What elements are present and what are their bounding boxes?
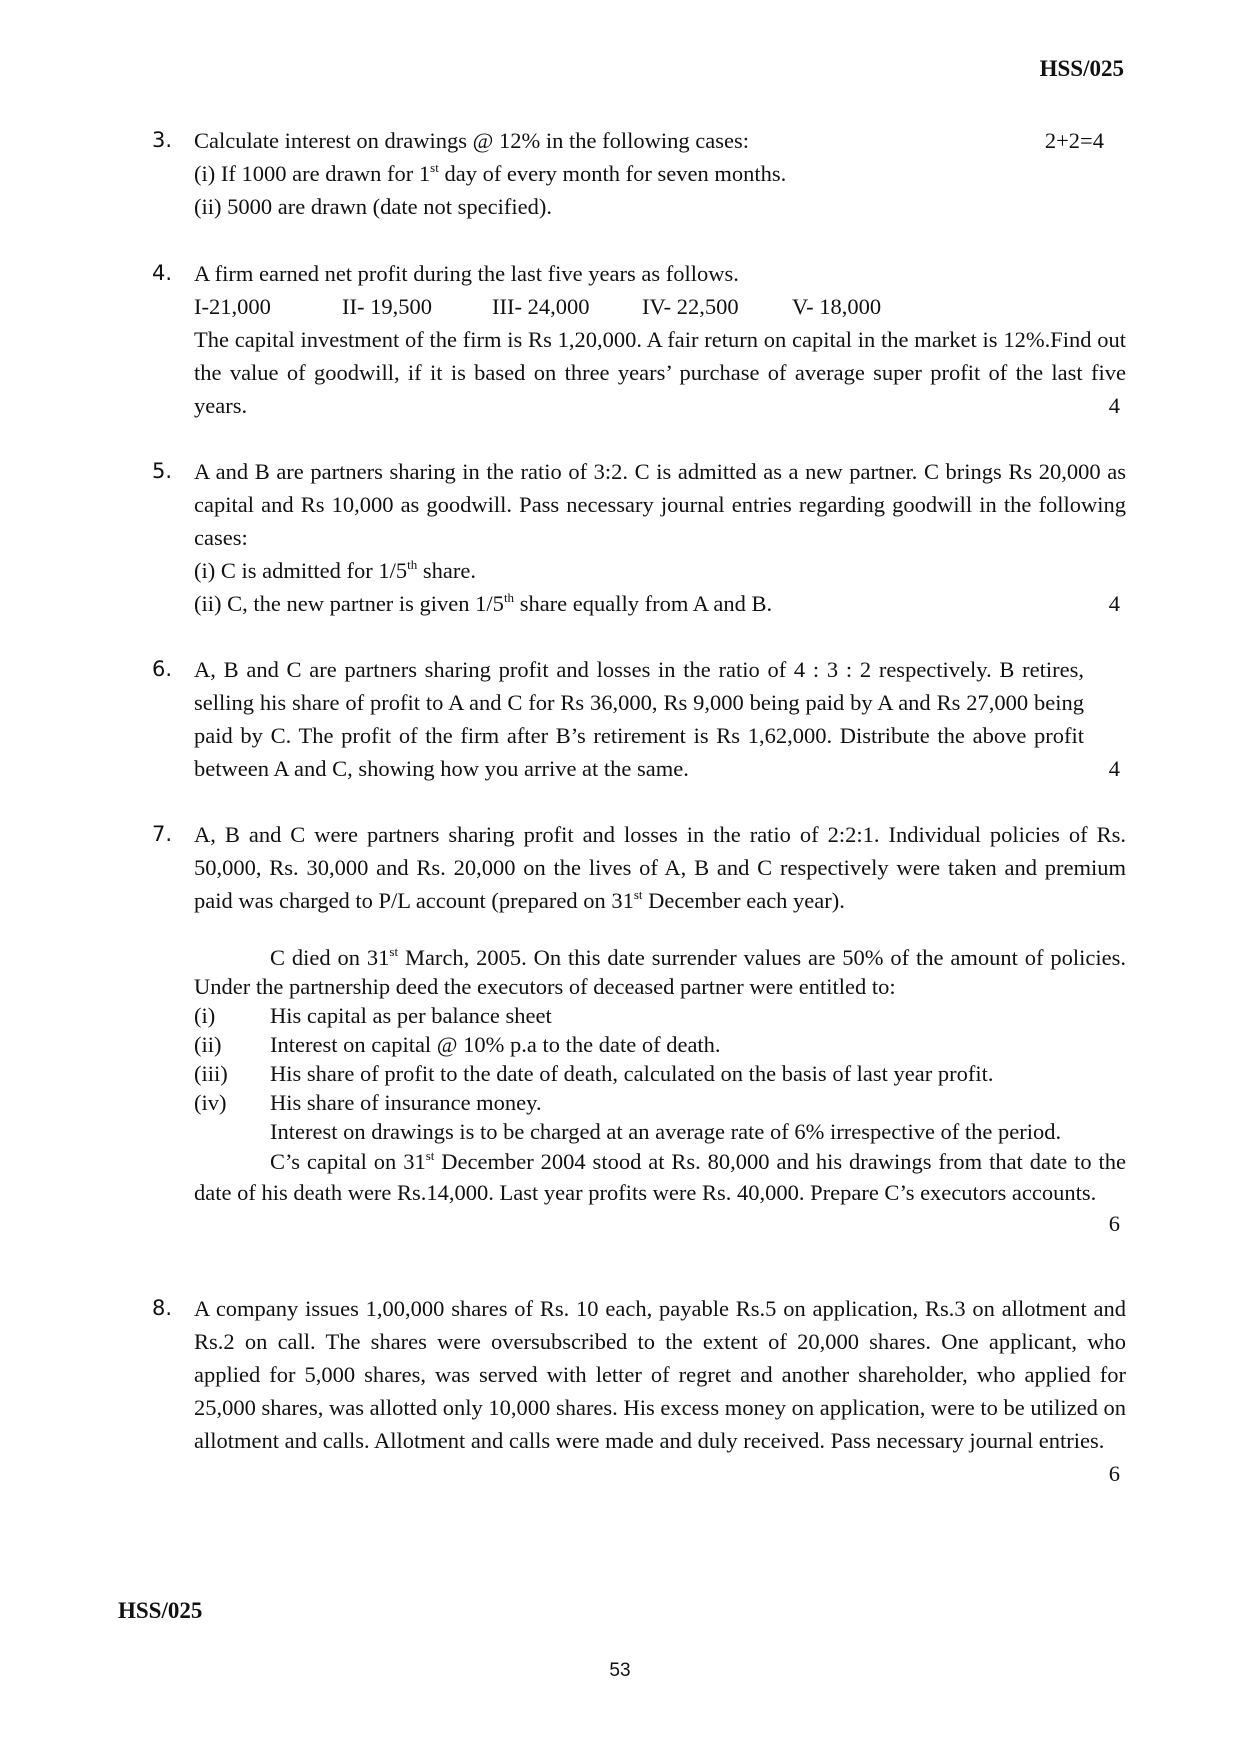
paragraph-text: C died on 31 <box>270 945 390 970</box>
question-part-ii-rest: share equally from A and B. <box>514 591 773 616</box>
question-6 <box>152 653 1132 785</box>
question-intro: A firm earned net profit during the last five years as follows. <box>194 261 739 286</box>
yearly-profits <box>194 290 1126 323</box>
superscript: st <box>633 887 643 902</box>
question-7 <box>152 818 1132 1236</box>
question-text-part: A, B and C were partners sharing profit and losses in the ratio of 2:2:1. Individual policies of Rs. 50,000, Rs. 30,000 and Rs. 20,000 on the lives of A, B and C respectively were taken and premium paid was charged to P/L account (prepared on 31 <box>194 822 1126 913</box>
list-text: His share of profit to the date of death, calculated on the basis of last year profit. <box>270 1061 994 1086</box>
footer-paper-code: HSS/025 <box>118 1598 203 1623</box>
paragraph-death <box>194 943 1126 1001</box>
question-marks: 6 <box>1108 1461 1120 1486</box>
question-3 <box>152 124 1132 223</box>
question-text <box>194 818 1126 917</box>
list-label: (iii) <box>194 1061 228 1086</box>
question-marks: 6 <box>1108 1211 1120 1236</box>
superscript: st <box>389 944 399 959</box>
list-label: (iv) <box>194 1090 227 1115</box>
question-number: 3. <box>152 128 173 152</box>
year-profit: III- 24,000 <box>492 294 590 319</box>
question-number: 5. <box>152 459 173 483</box>
entitlement-list <box>194 1001 1126 1117</box>
list-text: Interest on capital @ 10% p.a to the date of death. <box>270 1032 721 1057</box>
year-profit: IV- 22,500 <box>642 294 739 319</box>
year-profit: II- 19,500 <box>342 294 432 319</box>
year-profit: V- 18,000 <box>792 294 882 319</box>
list-text: His capital as per balance sheet <box>270 1003 552 1028</box>
question-number: 4. <box>152 261 173 285</box>
question-text: Calculate interest on drawings @ 12% in the following cases: <box>194 128 749 153</box>
question-marks: 4 <box>1108 393 1120 418</box>
question-marks: 4 <box>1108 756 1120 781</box>
list-text: His share of insurance money. <box>270 1090 542 1115</box>
paragraph-capital <box>194 1146 1126 1236</box>
question-part-i: (i) If 1000 are drawn for 1 <box>194 161 431 186</box>
year-profit: I-21,000 <box>194 294 271 319</box>
paragraph-text: March, 2005. On this date surrender values are 50% of the amount of policies. Under the partnership deed the executors of deceased partner were entitled to: <box>194 945 1127 999</box>
question-number: 8. <box>152 1296 173 1320</box>
list-item <box>194 1001 1126 1030</box>
question-4 <box>152 257 1132 422</box>
question-text: A, B and C are partners sharing profit and losses in the ratio of 4 : 3 : 2 respectively. B retires, selling his share of profit to A and C for Rs 36,000, Rs 9,000 being paid by A and Rs 27,000 being paid by C. The profit of the firm after B’s retirement is Rs 1,62,000. Distribute the above profit between A and C, showing how you arrive at the same. <box>194 657 1084 781</box>
question-number: 7. <box>152 822 173 846</box>
superscript: th <box>503 590 515 605</box>
paragraph-drawings: Interest on drawings is to be charged at an average rate of 6% irrespective of the period. <box>270 1119 1062 1144</box>
question-part-i-rest: share. <box>417 558 476 583</box>
question-part-ii: (ii) 5000 are drawn (date not specified). <box>194 194 552 219</box>
paragraph-text: December 2004 stood at Rs. 80,000 and his drawings from that date to the date of his death were Rs.14,000. Last year profits were Rs. 40,000. Prepare C’s executors accounts. <box>194 1149 1126 1205</box>
page-number: 53 <box>609 1660 631 1681</box>
list-item <box>194 1088 1126 1117</box>
question-part-i-rest: day of every month for seven months. <box>438 161 787 186</box>
superscript: th <box>407 557 418 572</box>
question-8 <box>152 1292 1132 1486</box>
question-text: A company issues 1,00,000 shares of Rs. 10 each, payable Rs.5 on application, Rs.3 on allotment and Rs.2 on call. The shares were oversubscribed to the extent of 20,000 shares. One applicant, who applied for 5,000 shares, was served with letter of regret and another shareholder, who applied for 25,000 shares, was allotted only 10,000 shares. His excess money on application, were to be utilized on allotment and calls. Allotment and calls were made and duly received. Pass necessary journal entries. <box>194 1296 1126 1453</box>
question-text-part: December each year). <box>642 888 845 913</box>
header-paper-code: HSS/025 <box>1039 56 1124 81</box>
list-item <box>194 1059 1126 1088</box>
question-text: The capital investment of the firm is Rs 1,20,000. A fair return on capital in the market is 12%.Find out the value of goodwill, if it is based on three years’ purchase of average super profit of the last five years. <box>194 327 1126 418</box>
question-text: A and B are partners sharing in the ratio of 3:2. C is admitted as a new partner. C brings Rs 20,000 as capital and Rs 10,000 as goodwill. Pass necessary journal entries regarding goodwill in the following cases: <box>194 459 1126 550</box>
superscript: st <box>425 1148 435 1163</box>
question-marks: 4 <box>1108 591 1120 616</box>
list-label: (i) <box>194 1003 216 1028</box>
list-label: (ii) <box>194 1032 222 1057</box>
question-text-block <box>194 323 1126 422</box>
superscript: st <box>430 160 439 175</box>
question-marks: 2+2=4 <box>1044 128 1104 153</box>
paragraph-text: C’s capital on 31 <box>270 1149 426 1174</box>
question-number: 6. <box>152 657 173 681</box>
list-item <box>194 1030 1126 1059</box>
question-part-ii: (ii) C, the new partner is given 1/5 <box>194 591 504 616</box>
question-part-i: (i) C is admitted for 1/5 <box>194 558 408 583</box>
question-5 <box>152 455 1132 620</box>
